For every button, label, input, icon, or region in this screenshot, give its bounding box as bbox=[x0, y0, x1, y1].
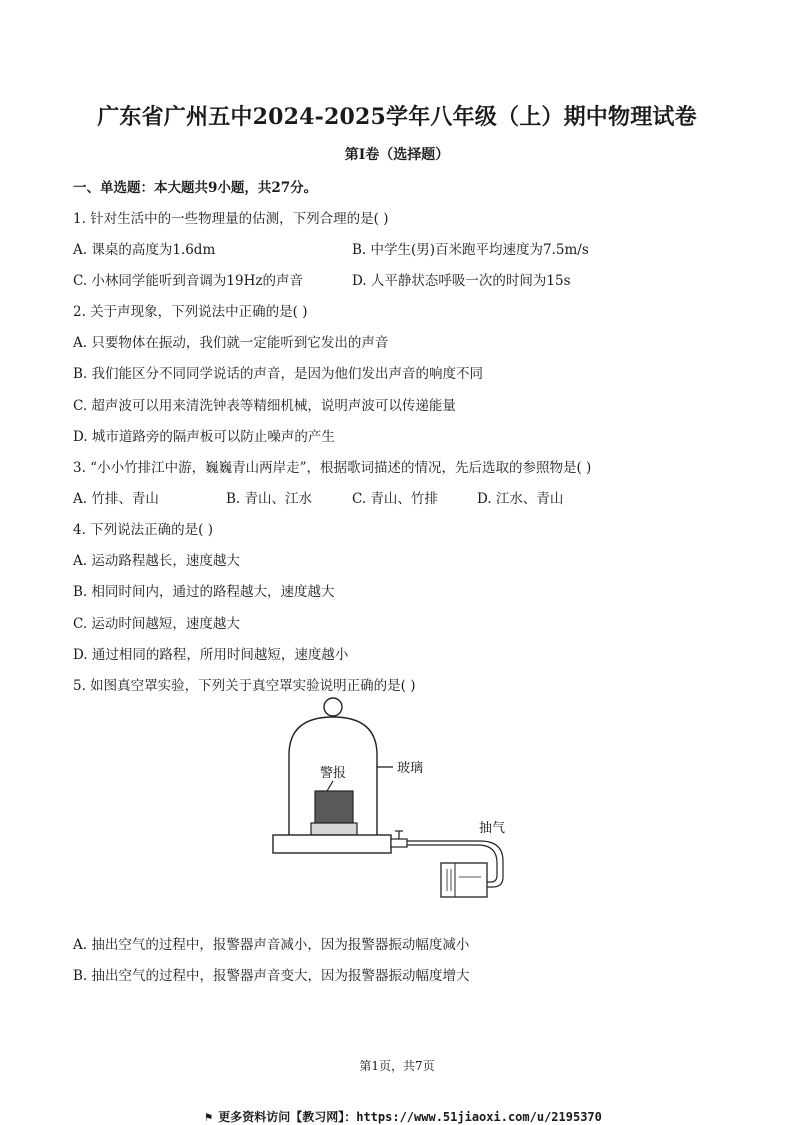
question-3-stem: 3. “小小竹排江中游，巍巍青山两岸走”，根据歌词描述的情况，先后选取的参照物是( ) bbox=[73, 460, 592, 476]
question-1-option-c: C. 小林同学能听到音调为19Hz的声音 bbox=[73, 273, 303, 289]
question-2-option-c: C. 超声波可以用来清洗钟表等精细机械，说明声波可以传递能量 bbox=[73, 398, 456, 414]
footer-link-text[interactable]: 更多资料访问【教习网】：https://www.51jiaoxi.com/u/2195370 bbox=[218, 1110, 602, 1124]
vacuum-bell-jar-figure bbox=[265, 695, 525, 905]
question-3-option-b: B. 青山、江水 bbox=[226, 491, 313, 507]
question-3-option-d: D. 江水、青山 bbox=[477, 491, 564, 507]
question-4-option-b: B. 相同时间内，通过的路程越大，速度越大 bbox=[73, 584, 335, 600]
base-plate bbox=[273, 835, 391, 853]
question-2-option-b: B. 我们能区分不同同学说话的声音，是因为他们发出声音的响度不同 bbox=[73, 366, 484, 382]
question-4-option-d: D. 通过相同的路程，所用时间越短，速度越小 bbox=[73, 647, 349, 663]
question-3-option-a: A. 竹排、青山 bbox=[73, 491, 159, 507]
bell-jar-knob bbox=[324, 698, 342, 716]
question-1-option-b: B. 中学生(男)百米跑平均速度为7.5m/s bbox=[352, 242, 589, 258]
page-number: 第1页，共7页 bbox=[359, 1059, 435, 1073]
question-5-option-b: B. 抽出空气的过程中，报警器声音变大，因为报警器振动幅度增大 bbox=[73, 968, 470, 984]
question-1-stem: 1. 针对生活中的一些物理量的估测，下列合理的是( ) bbox=[73, 211, 389, 227]
question-1-option-d: D. 人平静状态呼吸一次的时间为15s bbox=[352, 273, 571, 289]
question-4-option-c: C. 运动时间越短，速度越大 bbox=[73, 616, 240, 632]
pump-label: 抽气 bbox=[479, 821, 506, 836]
question-2-option-a: A. 只要物体在振动，我们就一定能听到它发出的声音 bbox=[73, 335, 389, 351]
page-title: 广东省广州五中2024-2025学年八年级（上）期中物理试卷 bbox=[97, 104, 697, 130]
alarm-label: 警报 bbox=[320, 766, 347, 781]
valve bbox=[391, 839, 407, 847]
question-5-stem: 5. 如图真空罩实验，下列关于真空罩实验说明正确的是( ) bbox=[73, 678, 416, 694]
page-subtitle: 第I卷（选择题） bbox=[344, 147, 450, 163]
question-3-option-c: C. 青山、竹排 bbox=[352, 491, 438, 507]
question-2-stem: 2. 关于声现象，下列说法中正确的是( ) bbox=[73, 304, 308, 320]
footer-link[interactable] bbox=[205, 1108, 602, 1125]
question-5-option-a: A. 抽出空气的过程中，报警器声音减小，因为报警器振动幅度减小 bbox=[73, 937, 470, 953]
flag-icon: ⚑ bbox=[205, 1110, 213, 1124]
alarm-device bbox=[315, 791, 353, 823]
alarm-leader-line bbox=[327, 781, 333, 791]
question-2-option-d: D. 城市道路旁的隔声板可以防止噪声的产生 bbox=[73, 429, 335, 445]
question-4-option-a: A. 运动路程越长，速度越大 bbox=[73, 553, 240, 569]
section-heading: 一、单选题：本大题共9小题，共27分。 bbox=[73, 180, 318, 196]
alarm-stand bbox=[311, 823, 357, 835]
question-1-option-a: A. 课桌的高度为1.6dm bbox=[73, 242, 216, 258]
glass-label: 玻璃 bbox=[397, 761, 424, 776]
question-4-stem: 4. 下列说法正确的是( ) bbox=[73, 522, 213, 538]
vacuum-pump bbox=[441, 863, 487, 897]
